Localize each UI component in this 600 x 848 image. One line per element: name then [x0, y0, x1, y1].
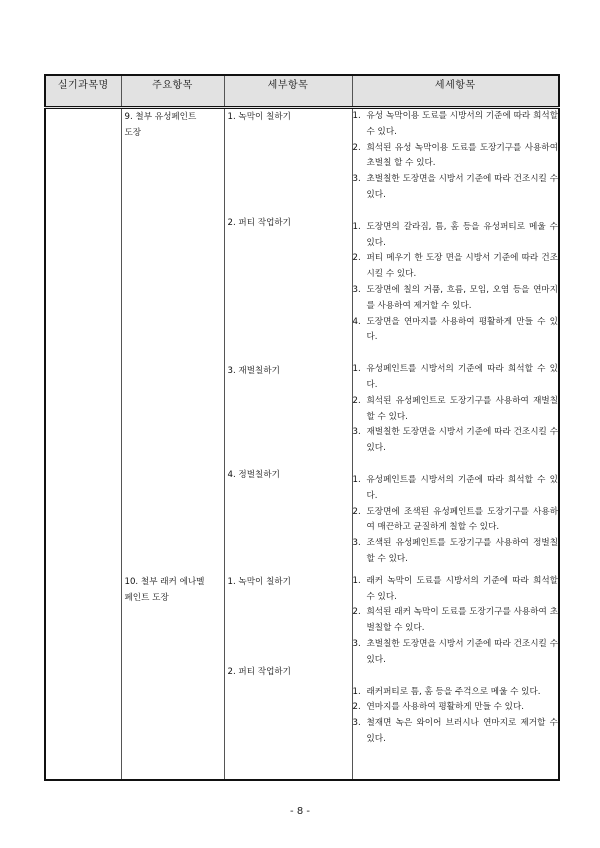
detail-item: 3. 재벌칠한 도장면을 시방서 기준에 따라 건조시킬 수 있다. — [352, 427, 558, 454]
detail-group — [353, 574, 559, 669]
sub-item-label: 1. 녹막이 칠하기 — [227, 112, 291, 122]
detail-item: 2. 도장면에 조색된 유성페인트를 도장기구를 사용하여 매끈하고 균질하게 칠할 수 있다. — [352, 506, 558, 533]
main-item-label: 10. 철부 래커 에나멜 페인트 도장 — [124, 576, 205, 603]
detail-item: 1. 래커 녹막이 도료를 시방서의 기준에 따라 희석할 수 있다. — [352, 575, 558, 602]
main-item-label: 9. 철부 유성페인트 도장 — [124, 112, 197, 138]
detail-group — [353, 473, 559, 568]
detail-item: 3. 도장면에 칠의 거품, 흐름, 모임, 오염 등을 연마지를 사용하여 제거할 수 있다. — [352, 284, 558, 311]
detail-item: 3. 철재면 녹은 와이어 브러시나 연마지로 제거할 수 있다. — [352, 718, 558, 744]
detail-item: 3. 조색된 유성페인트를 도장기구를 사용하여 정벌칠할 수 있다. — [352, 538, 558, 564]
subject-cell — [45, 574, 121, 780]
table-row — [45, 574, 559, 780]
detail-item: 3. 초벌칠한 도장면을 시방서 기준에 따라 건조시킬 수 있다. — [352, 638, 558, 665]
header-sub-item: 세부항목 — [224, 75, 352, 108]
detail-group — [353, 109, 559, 204]
detail-item: 2. 희석된 래커 녹막이 도료를 도장기구를 사용하여 초벌칠할 수 있다. — [352, 607, 558, 634]
sub-item-label: 3. 재벌칠하기 — [227, 366, 280, 376]
sub-item-label: 4. 정벌칠하기 — [227, 470, 280, 480]
detail-group — [353, 220, 559, 346]
subject-cell — [45, 108, 121, 574]
detail-item: 4. 도장면을 연마지를 사용하여 평활하게 만들 수 있다. — [352, 316, 558, 343]
detail-item: 1. 유성페인트를 시방서의 기준에 따라 희석할 수 있다. — [352, 474, 558, 501]
sub-item-label: 2. 퍼티 작업하기 — [227, 218, 291, 228]
header-main-item: 주요항목 — [121, 75, 224, 108]
detail-item: 2. 퍼티 메우기 한 도장 면을 시방서 기준에 따라 건조시킬 수 있다. — [352, 253, 558, 280]
competency-table — [44, 74, 560, 781]
detail-item: 1. 래커퍼티로 틈, 홈 등을 주걱으로 메울 수 있다. — [352, 686, 541, 697]
sub-item-label: 2. 퍼티 작업하기 — [227, 666, 291, 677]
header-row — [45, 75, 559, 108]
sub-item-label: 1. 녹막이 칠하기 — [227, 576, 291, 587]
main-item-cell — [121, 108, 224, 574]
detail-item: 3. 초벌칠한 도장면을 시방서 기준에 따라 건조시킬 수 있다. — [352, 174, 558, 200]
sub-item-cell — [224, 574, 352, 780]
detail-item: 2. 연마지를 사용하여 평활하게 만들 수 있다. — [352, 702, 525, 713]
header-detail-item: 세세항목 — [352, 75, 559, 108]
sub-item-cell — [224, 108, 352, 574]
detail-item: 1. 유성페인트를 시방서의 기준에 따라 희석할 수 있다. — [352, 364, 558, 390]
header-subject: 실기과목명 — [45, 75, 121, 108]
detail-cell — [352, 108, 559, 574]
detail-item: 2. 희석된 유성 녹막이용 도료를 도장기구를 사용하여 초벌칠 할 수 있다. — [352, 142, 558, 169]
detail-item: 1. 도장면의 갈라짐, 틈, 홈 등을 유성퍼티로 메울 수 있다. — [352, 221, 558, 248]
detail-item: 1. 유성 녹막이용 도료를 시방서의 기준에 따라 희석할 수 있다. — [352, 111, 558, 137]
detail-cell — [352, 574, 559, 780]
detail-group — [353, 362, 559, 457]
main-item-cell — [121, 574, 224, 780]
detail-group — [353, 685, 559, 748]
table-row — [45, 108, 559, 574]
detail-item: 2. 희석된 유성페인트로 도장기구를 사용하여 재벌칠할 수 있다. — [352, 395, 558, 422]
page-number: - 8 - — [290, 806, 310, 817]
